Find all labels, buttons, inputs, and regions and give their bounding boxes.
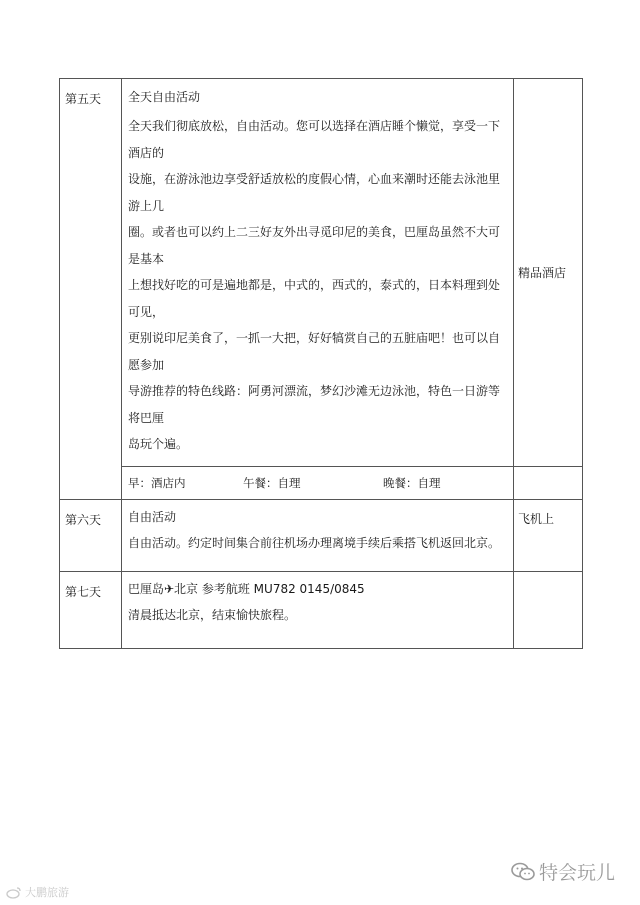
- description-line: 全天我们彻底放松，自由活动。您可以选择在酒店睡个懒觉，享受一下酒店的: [128, 119, 501, 160]
- watermark-text: 特会玩儿: [539, 862, 616, 884]
- meals-row: [60, 466, 583, 499]
- day-title: 巴厘岛✈北京 参考航班 MU782 0145/0845: [128, 581, 365, 596]
- watermark-text: 大鹏旅游: [25, 886, 69, 899]
- day-description: [128, 602, 507, 629]
- description-line: 更别说印尼美食了，一抓一大把，好好犒赏自己的五脏庙吧！也可以自愿参加: [128, 331, 501, 372]
- hotel-cell: 飞机上: [514, 499, 583, 571]
- dinner-label: 晚餐：自理: [383, 475, 441, 490]
- table-row: [60, 499, 583, 571]
- table-row: [60, 79, 583, 467]
- day-label: 第六天: [60, 499, 122, 571]
- day-description: [128, 530, 507, 557]
- lunch-label: 午餐：自理: [243, 475, 301, 490]
- description-line: 圈。或者也可以约上二三好友外出寻觅印尼的美食，巴厘岛虽然不大可是基本: [128, 225, 501, 266]
- day-label: 第七天: [60, 571, 122, 648]
- wechat-watermark: [511, 858, 615, 885]
- day-content: [122, 571, 514, 648]
- meals-cell: [122, 466, 514, 499]
- empty-cell: [514, 466, 583, 499]
- description-line: 清晨抵达北京，结束愉快旅程。: [128, 607, 297, 622]
- description-line: 自由活动。约定时间集合前往机场办理离境手续后乘搭飞机返回北京。: [128, 535, 501, 550]
- day-description: [128, 113, 507, 458]
- day-content: [122, 499, 514, 571]
- description-line: 岛玩个遍。: [128, 437, 189, 451]
- itinerary-table: [59, 78, 583, 649]
- day-label: 第五天: [60, 79, 122, 500]
- hotel-cell: 精品酒店: [514, 79, 583, 467]
- table-row: [60, 571, 583, 648]
- day-content: [122, 79, 514, 467]
- day-title: 自由活动: [128, 509, 177, 524]
- breakfast-label: 早：酒店内: [128, 475, 186, 490]
- description-line: 设施，在游泳池边享受舒适放松的度假心情，心血来潮时还能去泳池里游上几: [128, 172, 501, 213]
- weibo-watermark: [6, 884, 69, 900]
- description-line: 上想找好吃的可是遍地都是，中式的，西式的，泰式的，日本料理到处可见，: [128, 278, 501, 319]
- wechat-icon: [511, 862, 535, 882]
- day-title: 全天自由活动: [128, 90, 201, 104]
- description-line: 导游推荐的特色线路：阿勇河漂流，梦幻沙滩无边泳池，特色一日游等将巴厘: [128, 384, 501, 425]
- hotel-cell: [514, 571, 583, 648]
- weibo-icon: [6, 886, 22, 899]
